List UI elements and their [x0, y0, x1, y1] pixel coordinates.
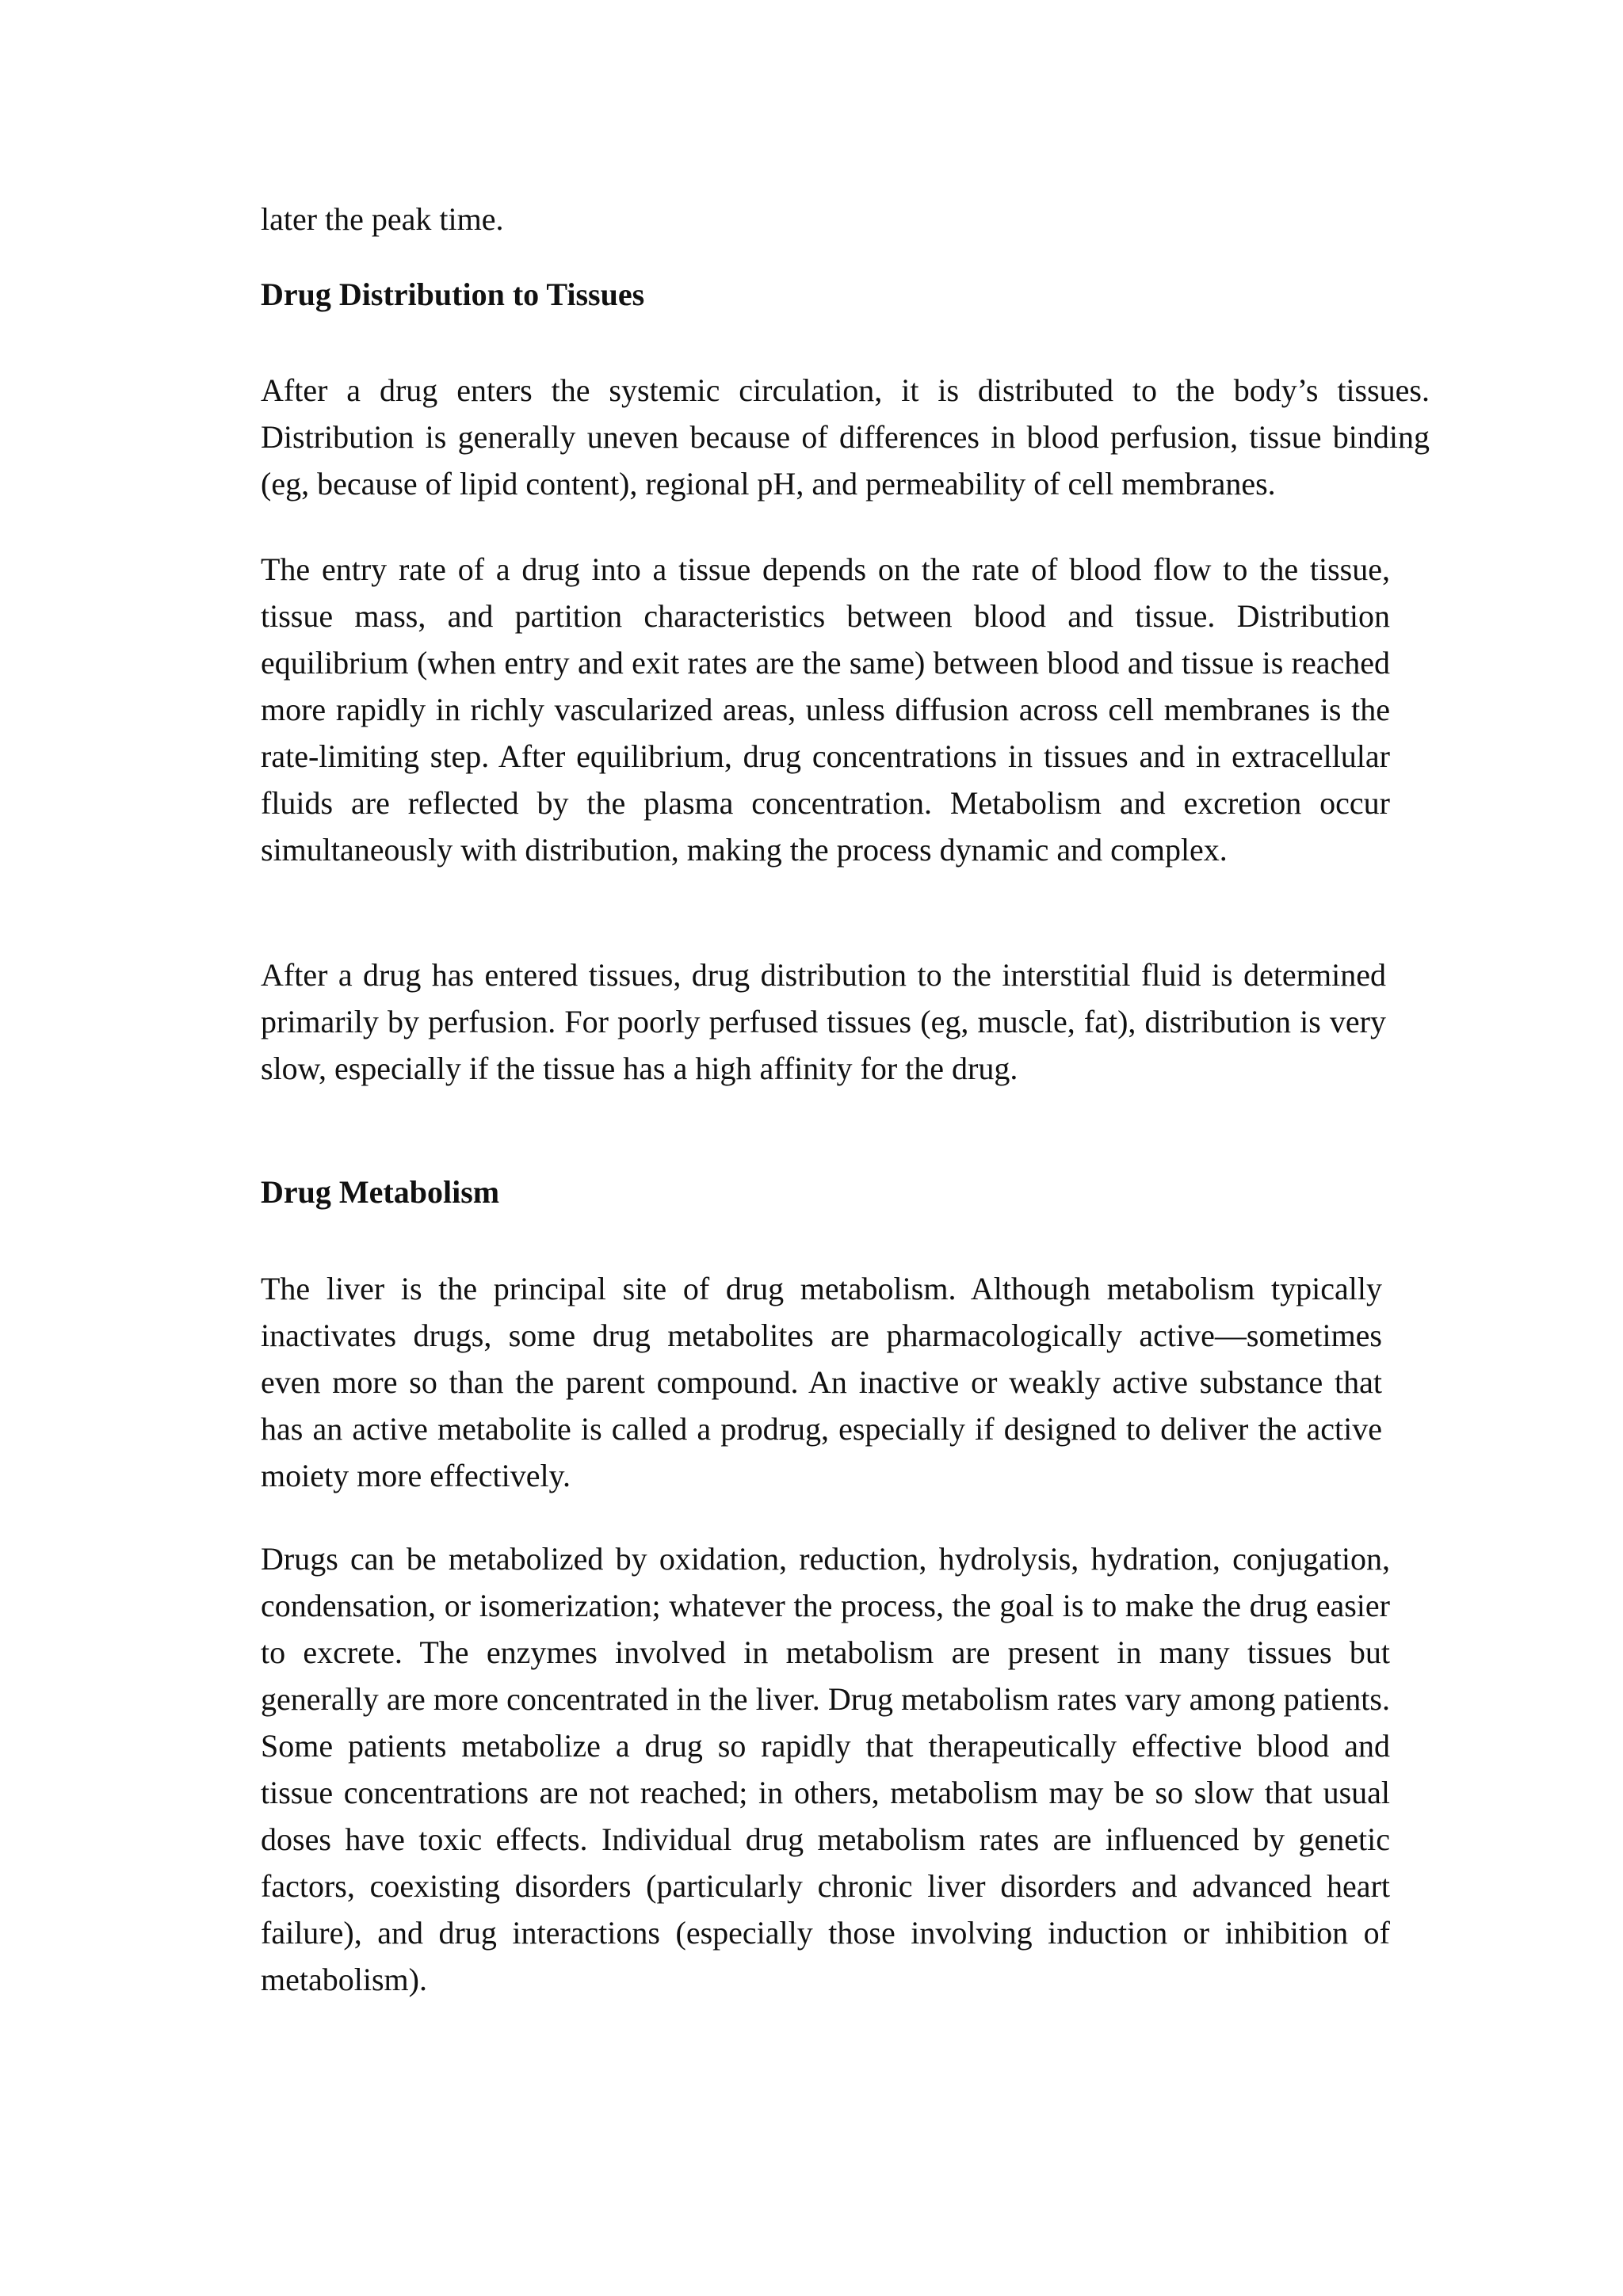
paragraph-distribution-1: After a drug enters the systemic circulation, it is distributed to the body’s tissues. Distribution is generally uneven because of differences in blood perfusion, tissue binding (eg, because of lipid content), regional pH, and permeability of cell membranes. — [261, 372, 1430, 502]
paragraph-metabolism-2: Drugs can be metabolized by oxidation, reduction, hydrolysis, hydration, conjugation, condensation, or isomerization; whatever the process, the goal is to make the drug easier to excrete. The enzymes involved in metabolism are present in many tissues but generally are more concentrated in the liver. Drug metabolism rates vary among patients. Some patients metabolize a drug so rapidly that therapeutically effective blood and tissue concentrations are not reached; in others, metabolism may be so slow that usual doses have toxic effects. Individual drug metabolism rates are influenced by genetic factors, coexisting disorders (particularly chronic liver disorders and advanced heart failure), and drug interactions (especially those involving induction or inhibition of metabolism). — [261, 1541, 1390, 1997]
paragraph-distribution-3: After a drug has entered tissues, drug distribution to the interstitial fluid is determined primarily by perfusion. For poorly perfused tissues (eg, muscle, fat), distribution is very slow, especially if the tissue has a high affinity for the drug. — [261, 957, 1386, 1086]
section-heading-distribution: Drug Distribution to Tissues — [261, 277, 645, 312]
continuation-text: later the peak time. — [261, 201, 504, 237]
paragraph-distribution-2: The entry rate of a drug into a tissue depends on the rate of blood flow to the tissue, tissue mass, and partition characteristics between blood and tissue. Distribution equilibrium (when entry and exit rates are the same) between blood and tissue is reached more rapidly in richly vascularized areas, unless diffusion across cell membranes is the rate-limiting step. After equilibrium, drug concentrations in tissues and in extracellular fluids are reflected by the plasma concentration. Metabolism and excretion occur simultaneously with distribution, making the process dynamic and complex. — [261, 551, 1390, 868]
section-heading-metabolism: Drug Metabolism — [261, 1174, 500, 1210]
paragraph-metabolism-1: The liver is the principal site of drug metabolism. Although metabolism typically inactivates drugs, some drug metabolites are pharmacologically active—sometimes even more so than the parent compound. An inactive or weakly active substance that has an active metabolite is called a prodrug, especially if designed to deliver the active moiety more effectively. — [261, 1271, 1382, 1493]
